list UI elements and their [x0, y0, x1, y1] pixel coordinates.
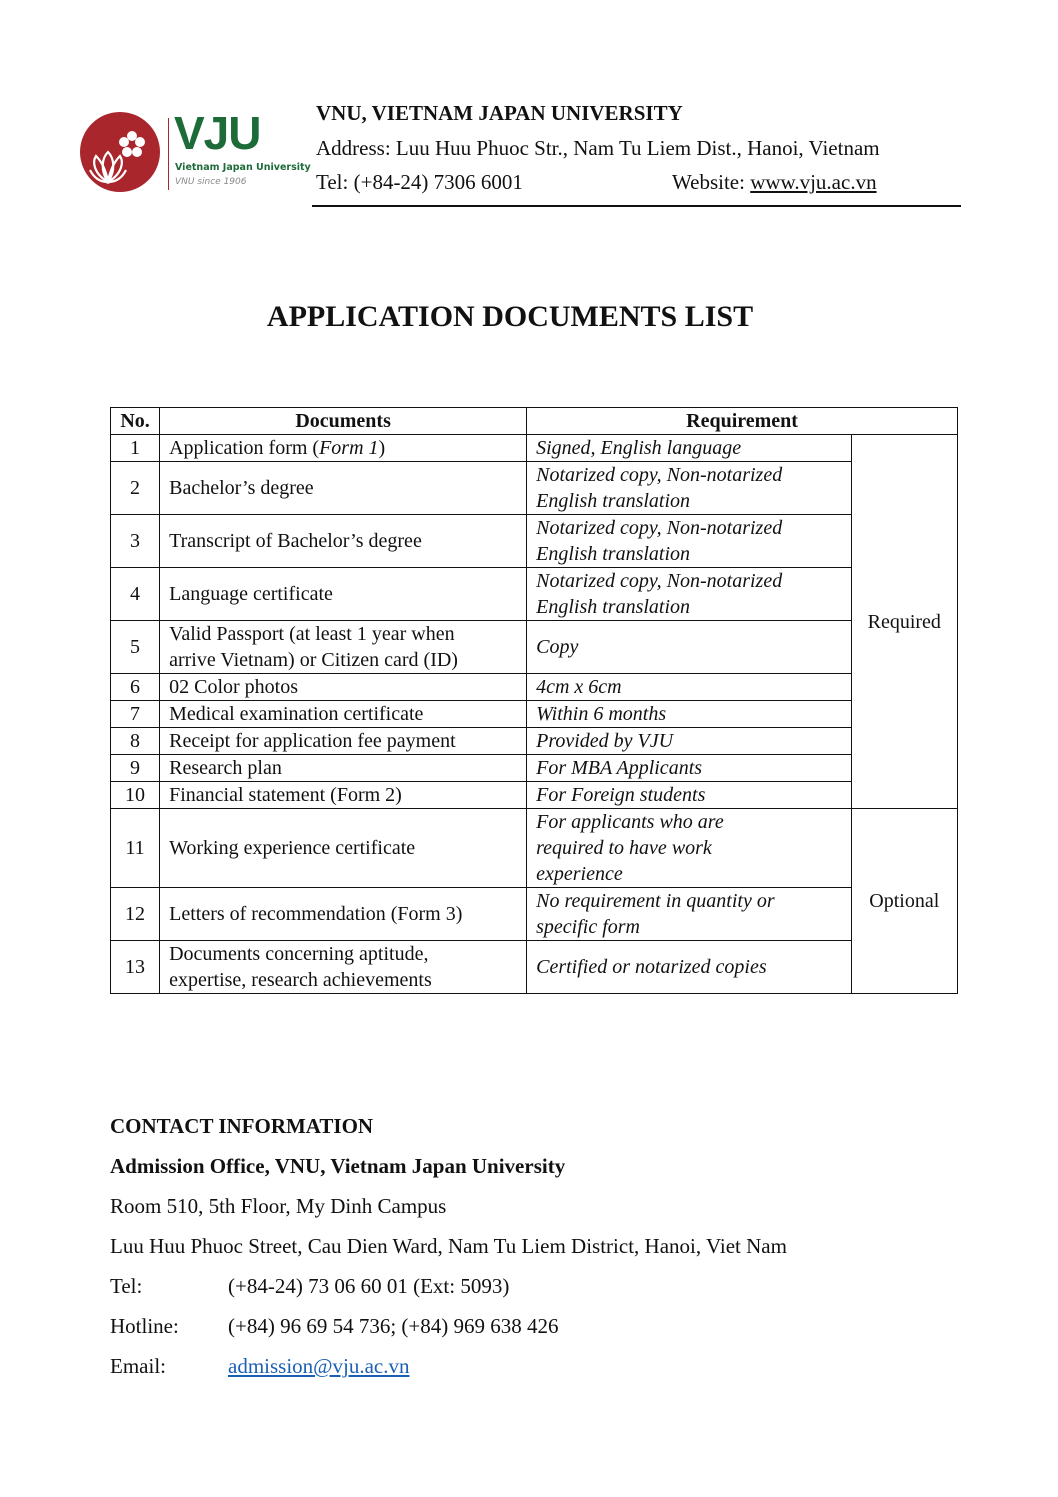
table-row — [111, 755, 958, 782]
logo-divider — [168, 118, 169, 190]
contact-hotline-row — [110, 1314, 559, 1339]
contact-heading: CONTACT INFORMATION — [110, 1114, 374, 1138]
contact-email-row — [110, 1354, 409, 1379]
logo-since: VNU since 1906 — [175, 177, 247, 187]
document-name — [160, 941, 527, 994]
contact-office: Admission Office, VNU, Vietnam Japan University — [110, 1154, 566, 1178]
document-name: Transcript of Bachelor’s degree — [160, 515, 527, 568]
row-number: 12 — [111, 888, 160, 941]
document-name: Medical examination certificate — [160, 701, 527, 728]
requirement-line: experience — [536, 863, 623, 885]
requirement-line: English translation — [536, 490, 691, 512]
table-row — [111, 728, 958, 755]
requirement-line: Notarized copy, Non-notarized — [536, 570, 783, 592]
table-row — [111, 435, 958, 462]
requirement-text: Provided by VJU — [527, 728, 851, 755]
table-row — [111, 462, 958, 515]
document-form-ref: Form 1 — [319, 437, 379, 459]
email-link[interactable]: admission@vju.ac.vn — [228, 1354, 410, 1378]
document-name: Language certificate — [160, 568, 527, 621]
row-number: 3 — [111, 515, 160, 568]
requirement-text: 4cm x 6cm — [527, 674, 851, 701]
column-header-no: No. — [111, 408, 160, 435]
row-number: 5 — [111, 621, 160, 674]
logo-subtitle: Vietnam Japan University — [175, 162, 311, 173]
requirement-line: Notarized copy, Non-notarized — [536, 517, 783, 539]
page-title: APPLICATION DOCUMENTS LIST — [266, 300, 754, 333]
document-name: Working experience certificate — [160, 809, 527, 888]
table-row — [111, 568, 958, 621]
document-name: Research plan — [160, 755, 527, 782]
university-website — [672, 170, 877, 195]
document-name: Bachelor’s degree — [160, 462, 527, 515]
requirement-text: Copy — [527, 621, 851, 674]
hotline-value: (+84) 96 69 54 736; (+84) 969 638 426 — [228, 1314, 559, 1338]
requirement-text — [527, 462, 851, 515]
requirement-text — [527, 809, 851, 888]
document-line: Documents concerning aptitude, — [169, 943, 429, 965]
tel-value: (+84-24) 73 06 60 01 (Ext: 5093) — [228, 1274, 510, 1298]
hotline-label: Hotline: — [110, 1314, 179, 1338]
tel-label: Tel: — [110, 1274, 143, 1298]
document-name: Letters of recommendation (Form 3) — [160, 888, 527, 941]
column-header-requirement: Requirement — [527, 408, 958, 435]
table-row — [111, 674, 958, 701]
requirement-line: English translation — [536, 596, 691, 618]
table-row — [111, 621, 958, 674]
requirement-text: Within 6 months — [527, 701, 851, 728]
row-number: 11 — [111, 809, 160, 888]
row-number: 9 — [111, 755, 160, 782]
requirement-text — [527, 568, 851, 621]
requirement-line: Notarized copy, Non-notarized — [536, 464, 783, 486]
document-name: Financial statement (Form 2) — [160, 782, 527, 809]
requirement-text: Signed, English language — [527, 435, 851, 462]
email-label: Email: — [110, 1354, 166, 1378]
group-required: Required — [851, 435, 957, 809]
table-row — [111, 888, 958, 941]
row-number: 2 — [111, 462, 160, 515]
requirement-line: specific form — [536, 916, 640, 938]
university-tel: Tel: (+84-24) 7306 6001 — [316, 170, 523, 194]
row-number: 4 — [111, 568, 160, 621]
requirement-text: For MBA Applicants — [527, 755, 851, 782]
document-name: Receipt for application fee payment — [160, 728, 527, 755]
contact-address: Luu Huu Phuoc Street, Cau Dien Ward, Nam Tu Liem District, Hanoi, Viet Nam — [110, 1234, 787, 1258]
vju-logo — [74, 104, 311, 200]
website-link[interactable]: www.vju.ac.vn — [750, 170, 877, 194]
requirement-line: required to have work — [536, 837, 712, 859]
requirement-text — [527, 888, 851, 941]
row-number: 13 — [111, 941, 160, 994]
requirement-text: Certified or notarized copies — [527, 941, 851, 994]
requirement-line: For applicants who are — [536, 811, 724, 833]
university-name: VNU, VIETNAM JAPAN UNIVERSITY — [316, 101, 683, 125]
requirement-line: English translation — [536, 543, 691, 565]
document-line: expertise, research achievements — [169, 969, 432, 991]
column-header-documents: Documents — [160, 408, 527, 435]
row-number: 10 — [111, 782, 160, 809]
cherry-blossom-lotus-emblem-icon — [80, 112, 160, 192]
table-row — [111, 809, 958, 888]
university-address: Address: Luu Huu Phuoc Str., Nam Tu Liem Dist., Hanoi, Vietnam — [316, 136, 880, 160]
requirement-text: For Foreign students — [527, 782, 851, 809]
row-number: 8 — [111, 728, 160, 755]
document-text: Application form ( — [169, 437, 320, 459]
document-line: arrive Vietnam) or Citizen card (ID) — [169, 649, 458, 671]
logo-mark: VJU — [174, 107, 261, 159]
table-row — [111, 515, 958, 568]
documents-table — [110, 407, 958, 994]
website-label: Website: — [672, 170, 751, 194]
table-row — [111, 782, 958, 809]
document-name — [160, 621, 527, 674]
row-number: 7 — [111, 701, 160, 728]
table-row — [111, 701, 958, 728]
contact-room: Room 510, 5th Floor, My Dinh Campus — [110, 1194, 447, 1218]
row-number: 6 — [111, 674, 160, 701]
document-text: ) — [378, 437, 386, 459]
document-name: 02 Color photos — [160, 674, 527, 701]
row-number: 1 — [111, 435, 160, 462]
contact-tel-row — [110, 1274, 509, 1299]
requirement-text — [527, 515, 851, 568]
requirement-line: No requirement in quantity or — [536, 890, 775, 912]
group-optional: Optional — [851, 809, 957, 994]
document-line: Valid Passport (at least 1 year when — [169, 623, 455, 645]
table-header-row — [111, 408, 958, 435]
table-row — [111, 941, 958, 994]
header-divider — [312, 205, 961, 207]
document-name — [160, 435, 527, 462]
